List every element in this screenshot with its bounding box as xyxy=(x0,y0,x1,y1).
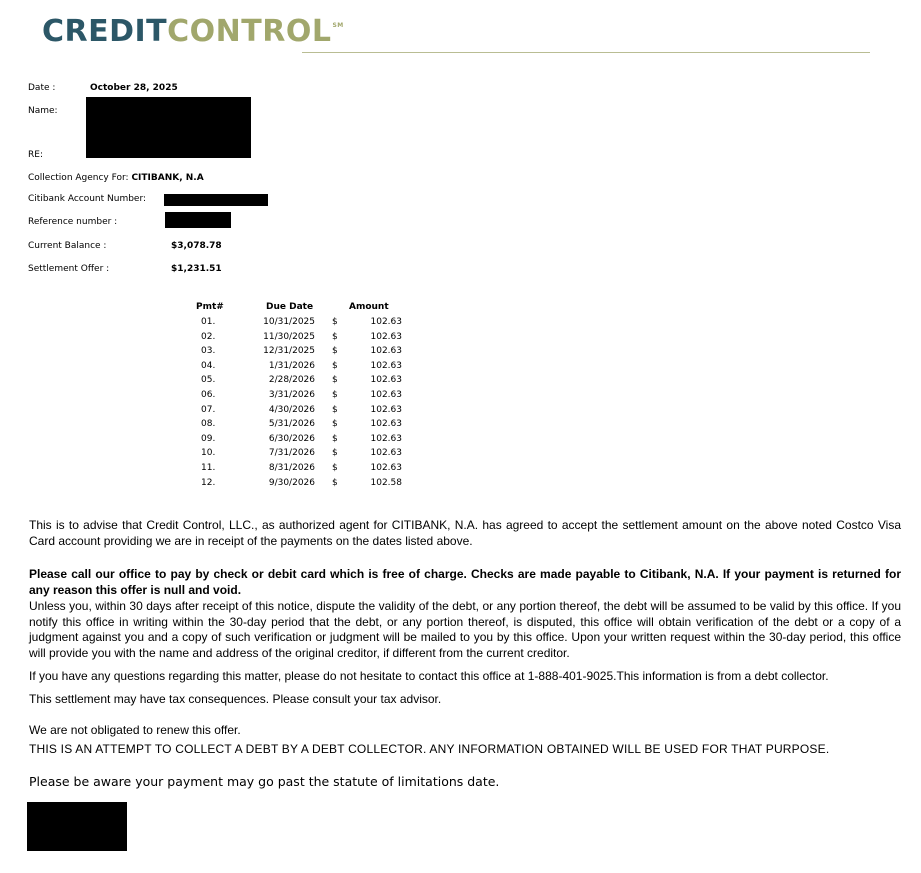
currency-symbol: $ xyxy=(332,331,338,342)
table-row xyxy=(190,390,420,405)
date-value: October 28, 2025 xyxy=(90,83,178,93)
currency-symbol: $ xyxy=(332,448,338,459)
account-label: Citibank Account Number: xyxy=(28,194,147,204)
payment-amount: 102.63 xyxy=(370,375,402,386)
redacted-reference-number xyxy=(165,212,231,228)
pmt-number: 04. xyxy=(201,360,216,371)
currency-symbol: $ xyxy=(332,346,338,357)
due-date-column-header: Due Date xyxy=(266,302,314,312)
table-row xyxy=(190,478,420,493)
table-row xyxy=(190,434,420,449)
pmt-number: 09. xyxy=(201,433,216,444)
payment-amount: 102.63 xyxy=(370,448,402,459)
table-row xyxy=(190,332,420,347)
currency-symbol: $ xyxy=(332,477,338,488)
statute-notice: Please be aware your payment may go past the statute of limitations date. xyxy=(29,774,500,789)
payment-amount: 102.63 xyxy=(370,360,402,371)
due-date: 1/31/2026 xyxy=(268,360,315,371)
logo-text-control: CONTROL xyxy=(167,14,332,49)
tax-line: This settlement may have tax consequences. Please consult your tax advisor. xyxy=(29,692,442,706)
pmt-number: 01. xyxy=(201,317,216,327)
table-row xyxy=(190,375,420,390)
pmt-number: 03. xyxy=(201,346,216,357)
due-date: 11/30/2025 xyxy=(263,331,315,342)
header-rule xyxy=(302,52,870,53)
pmt-number: 10. xyxy=(201,448,216,459)
currency-symbol: $ xyxy=(332,419,338,430)
currency-symbol: $ xyxy=(332,404,338,415)
pmt-number: 02. xyxy=(201,331,216,342)
currency-symbol: $ xyxy=(332,433,338,444)
date-label: Date : xyxy=(28,83,56,93)
amount-column-header: Amount xyxy=(349,302,389,312)
validation-notice-paragraph: Unless you, within 30 days after receipt of this notice, dispute the validity of the debt, or any portion thereof, the debt will be assumed to be valid by this office. If you notify this office in writing within the 30-day period that the debt, or any portion thereof, is disputed, this office will obtain verification of the debt or a copy of a judgment against you and a copy of such verification or judgment will be mailed to you by this office. Upon your written request within the 30-day period, this office will provide you with the name and address of the original creditor, if different from the current creditor. xyxy=(29,599,901,660)
pmt-number: 11. xyxy=(201,463,216,473)
currency-symbol: $ xyxy=(332,463,338,473)
table-row xyxy=(190,346,420,361)
balance-value: $3,078.78 xyxy=(171,241,222,251)
due-date: 7/31/2026 xyxy=(268,448,315,459)
table-row xyxy=(190,317,420,332)
redacted-signature-block xyxy=(27,802,127,851)
table-row xyxy=(190,361,420,376)
due-date: 10/31/2025 xyxy=(263,317,315,327)
offer-label: Settlement Offer : xyxy=(28,264,110,274)
currency-symbol: $ xyxy=(332,317,338,327)
pmt-number: 08. xyxy=(201,419,216,430)
table-row xyxy=(190,405,420,420)
payment-amount: 102.63 xyxy=(370,390,402,400)
due-date: 6/30/2026 xyxy=(268,433,315,444)
payment-amount: 102.63 xyxy=(370,317,402,327)
payment-amount: 102.63 xyxy=(370,346,402,357)
table-row xyxy=(190,448,420,463)
agency-value: CITIBANK, N.A xyxy=(131,173,204,183)
balance-label: Current Balance : xyxy=(28,241,107,251)
table-row xyxy=(190,419,420,434)
payment-amount: 102.63 xyxy=(370,419,402,430)
currency-symbol: $ xyxy=(332,360,338,371)
pmt-number: 06. xyxy=(201,390,216,400)
payment-amount: 102.63 xyxy=(370,433,402,444)
redacted-name-block xyxy=(86,97,251,158)
table-row xyxy=(190,463,420,478)
reference-label: Reference number : xyxy=(28,217,118,227)
re-label: RE: xyxy=(28,150,43,160)
payment-amount: 102.63 xyxy=(370,331,402,342)
advise-paragraph: This is to advise that Credit Control, LLC., as authorized agent for CITIBANK, N.A. has agreed to accept the settlement amount on the above noted Costco Visa Card account providing we are in receipt of the payments on the dates listed above. xyxy=(29,518,901,548)
questions-line: If you have any questions regarding this matter, please do not hesitate to contact this office at 1-888-401-9025.This information is from a debt collector. xyxy=(29,669,829,683)
due-date: 2/28/2026 xyxy=(268,375,315,386)
pmt-number: 07. xyxy=(201,404,216,415)
agency-label: Collection Agency For: xyxy=(28,173,129,183)
currency-symbol: $ xyxy=(332,390,338,400)
payment-amount: 102.58 xyxy=(370,477,402,488)
agency-line xyxy=(28,173,204,183)
due-date: 8/31/2026 xyxy=(268,463,315,473)
renew-line: We are not obligated to renew this offer. xyxy=(29,723,241,737)
due-date: 5/31/2026 xyxy=(268,419,315,430)
offer-value: $1,231.51 xyxy=(171,264,222,274)
company-logo xyxy=(42,14,344,49)
due-date: 3/31/2026 xyxy=(268,390,315,400)
debt-collector-disclosure: THIS IS AN ATTEMPT TO COLLECT A DEBT BY A DEBT COLLECTOR. ANY INFORMATION OBTAINED WILL BE USED FOR THAT PURPOSE. xyxy=(29,742,830,756)
pmt-number: 12. xyxy=(201,477,216,488)
due-date: 12/31/2025 xyxy=(263,346,315,357)
name-label: Name: xyxy=(28,106,58,116)
redacted-account-number xyxy=(164,194,268,206)
currency-symbol: $ xyxy=(332,375,338,386)
payment-amount: 102.63 xyxy=(370,404,402,415)
payment-amount: 102.63 xyxy=(370,463,402,473)
pmt-number: 05. xyxy=(201,375,216,386)
logo-text-credit: CREDIT xyxy=(42,14,168,49)
payment-instructions-paragraph: Please call our office to pay by check or debit card which is free of charge. Checks are made payable to Citibank, N.A. If your payment is returned for any reason this offer is null and void. xyxy=(29,567,901,597)
logo-service-mark: SM xyxy=(332,22,344,29)
due-date: 9/30/2026 xyxy=(268,477,315,488)
due-date: 4/30/2026 xyxy=(268,404,315,415)
pmt-column-header: Pmt# xyxy=(196,302,224,312)
